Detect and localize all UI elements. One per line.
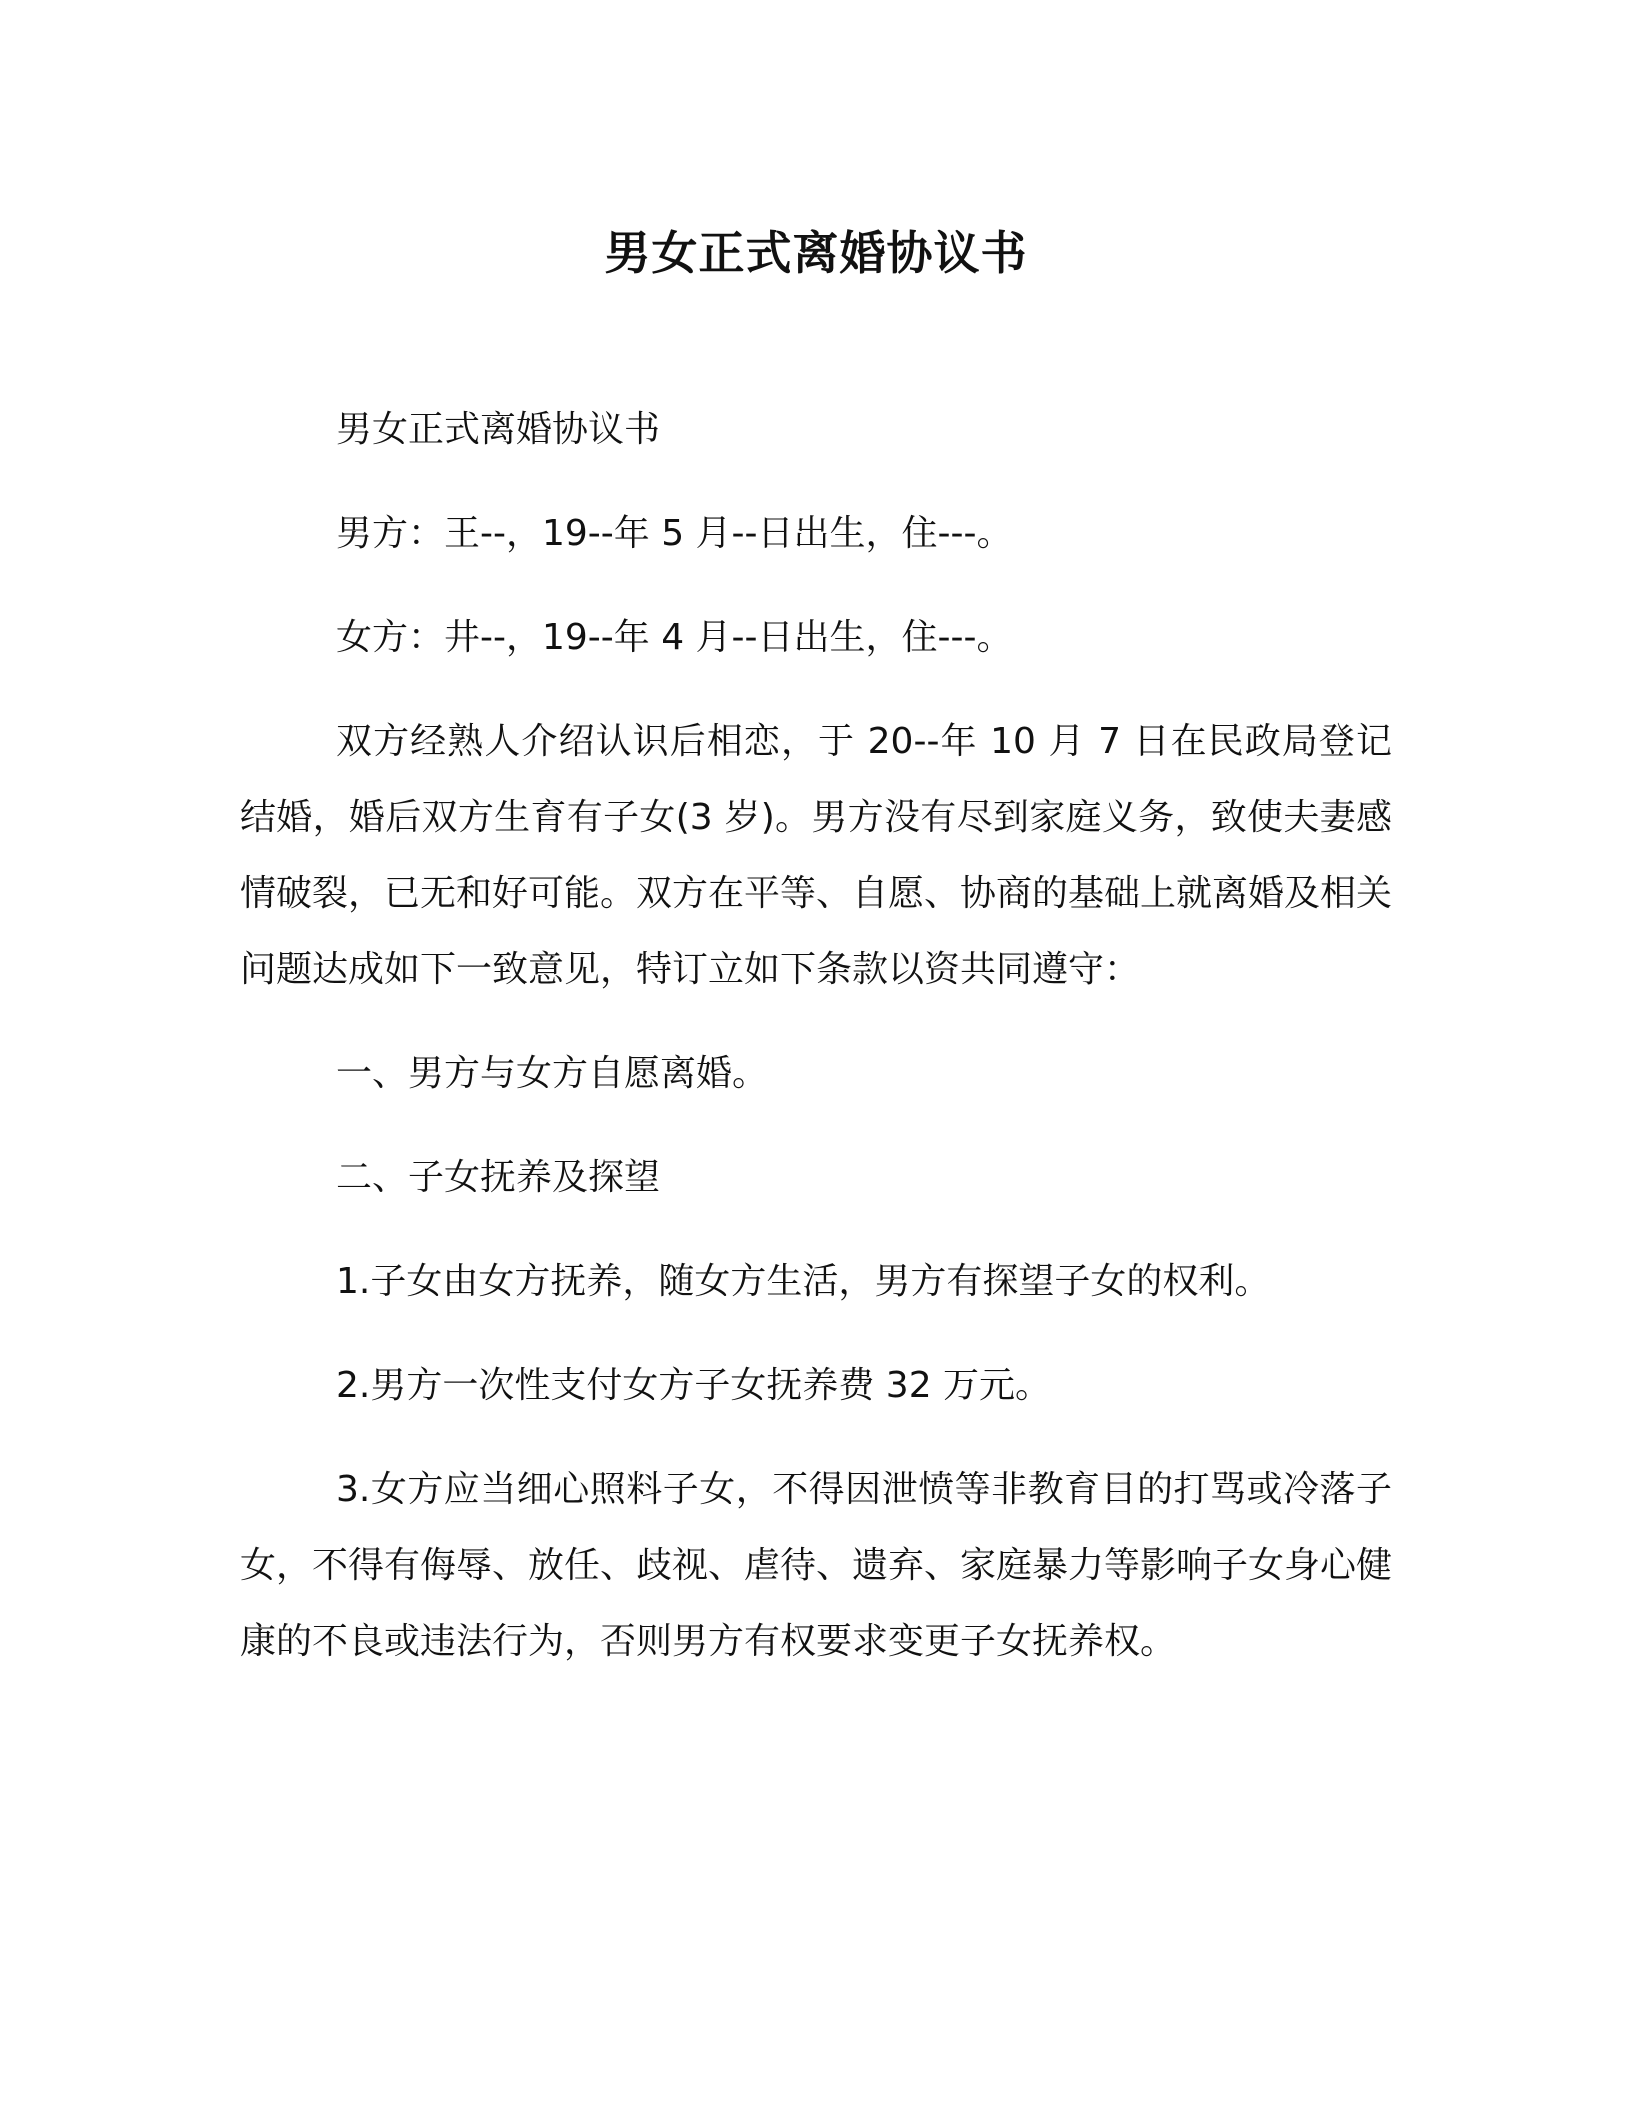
wife-info-paragraph: 女方：井--，19--年 4 月--日出生，住---。 <box>336 617 1013 658</box>
document-body <box>240 392 1392 1680</box>
subtitle-paragraph: 男女正式离婚协议书 <box>336 409 661 450</box>
custody-item-1: 1.子女由女方抚养，随女方生活，男方有探望子女的权利。 <box>336 1261 1271 1302</box>
background-paragraph: 双方经熟人介绍认识后相恋，于 20--年 10 月 7 日在民政局登记结婚，婚后双方生育有子女(3 岁)。男方没有尽到家庭义务，致使夫妻感情破裂，已无和好可能。双方在平等、自愿、协商的基础上就离婚及相关问题达成如下一致意见，特订立如下条款以资共同遵守： <box>240 721 1393 990</box>
custody-item-2: 2.男方一次性支付女方子女抚养费 32 万元。 <box>336 1365 1052 1406</box>
document-title: 男女正式离婚协议书 <box>604 226 1028 280</box>
husband-info-paragraph: 男方：王--，19--年 5 月--日出生，住---。 <box>336 513 1013 554</box>
clause-one-paragraph: 一、男方与女方自愿离婚。 <box>336 1053 769 1094</box>
clause-two-heading: 二、子女抚养及探望 <box>336 1157 661 1198</box>
custody-item-3: 3.女方应当细心照料子女，不得因泄愤等非教育目的打骂或冷落子女，不得有侮辱、放任、歧视、虐待、遗弃、家庭暴力等影响子女身心健康的不良或违法行为，否则男方有权要求变更子女抚养权。 <box>240 1469 1393 1662</box>
